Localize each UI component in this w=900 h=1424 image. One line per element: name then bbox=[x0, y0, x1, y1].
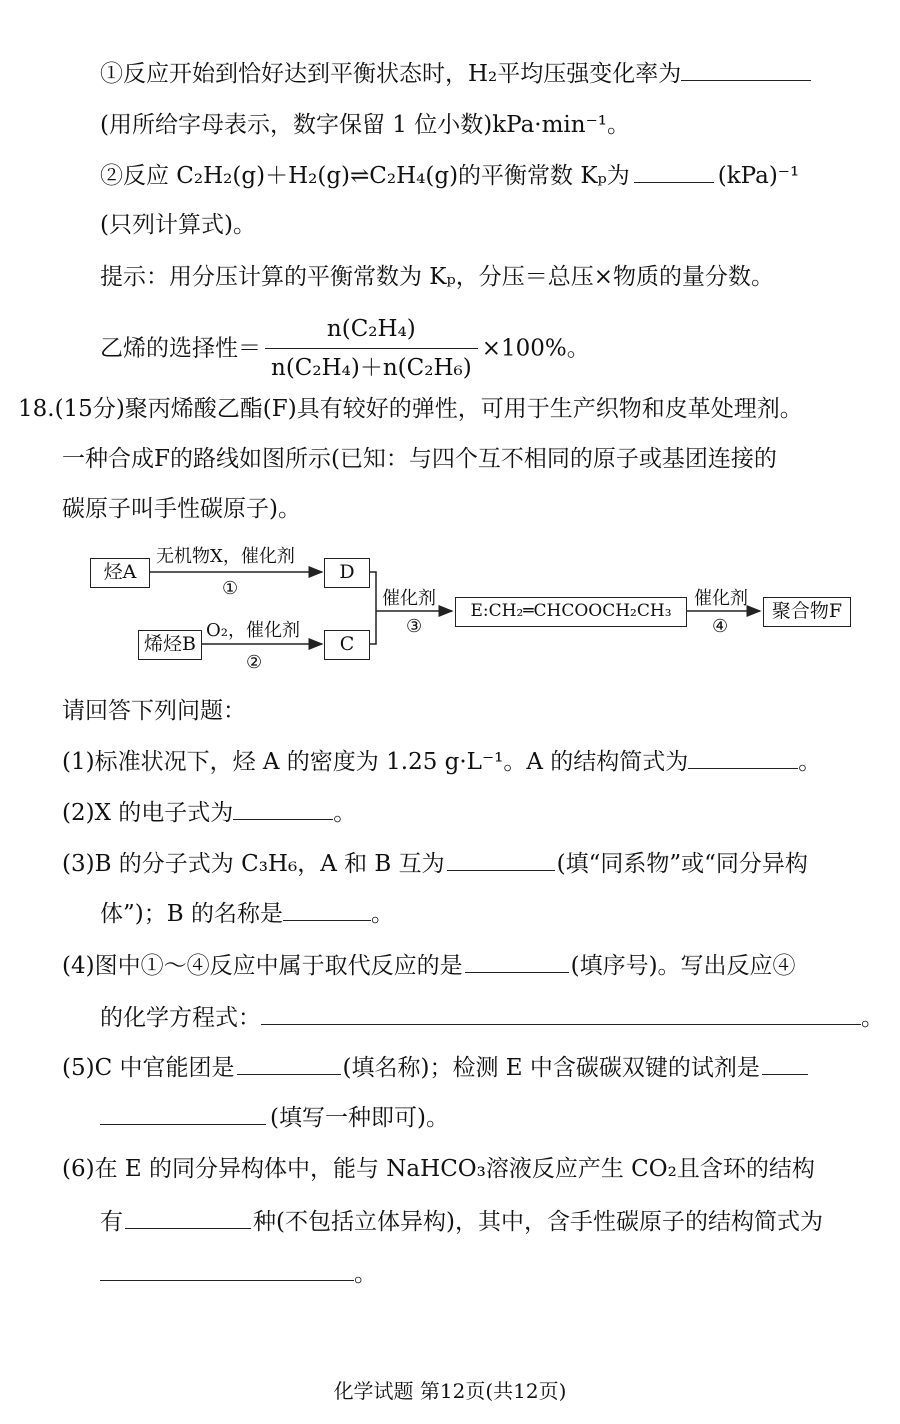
q18-intro-3: 碳原子叫手性碳原子)。 bbox=[62, 496, 301, 522]
box-olefin-b: 烯烃B bbox=[138, 630, 202, 660]
part4-text-a: (4)图中①～④反应中属于取代反应的是 bbox=[62, 953, 463, 979]
selectivity-tail: ×100%。 bbox=[481, 335, 590, 362]
part3-text-b: (填“同系物”或“同分异构 bbox=[556, 851, 808, 877]
part2-text: (2)X 的电子式为 bbox=[62, 800, 234, 826]
q2-text: ②反应 C₂H₂(g)＋H₂(g)⇌C₂H₄(g)的平衡常数 Kₚ为 bbox=[100, 163, 630, 189]
ask-line: 请回答下列问题： bbox=[62, 698, 246, 724]
part4-text-c: 的化学方程式： bbox=[100, 1005, 261, 1031]
part4-answer-blank-1[interactable] bbox=[465, 950, 569, 973]
arrow3-number: ③ bbox=[406, 616, 423, 637]
part6-answer-blank-2[interactable] bbox=[100, 1258, 354, 1281]
merge-bracket bbox=[370, 572, 376, 644]
part2-line: (2)X 的电子式为 。 bbox=[62, 797, 356, 828]
synthesis-route-diagram bbox=[0, 0, 900, 700]
arrow2-conditions: O₂，催化剂 bbox=[206, 620, 300, 641]
arrow4-conditions: 催化剂 bbox=[694, 588, 748, 609]
q1-note: (用所给字母表示，数字保留 1 位小数)kPa·min⁻¹。 bbox=[100, 112, 630, 138]
part4-line-2: 的化学方程式： 。 bbox=[100, 1002, 884, 1033]
part3-answer-blank-1[interactable] bbox=[447, 848, 555, 871]
q18-intro-2: 一种合成F的路线如图所示(已知：与四个互不相同的原子或基团连接的 bbox=[62, 446, 777, 472]
arrow4-number: ④ bbox=[712, 616, 729, 637]
part3-line-2: 体”)；B 的名称是 。 bbox=[100, 898, 394, 929]
part6-text-b: 有 bbox=[100, 1209, 123, 1235]
part5-answer-blank-2b[interactable] bbox=[100, 1102, 266, 1125]
part5-line-2 bbox=[100, 1102, 449, 1133]
q2-note: (只列计算式)。 bbox=[100, 212, 256, 238]
part3-text-c: 体”)；B 的名称是 bbox=[100, 901, 283, 927]
part6-line-2 bbox=[100, 1206, 823, 1237]
part6-line-1: (6)在 E 的同分异构体中，能与 NaHCO₃溶液反应产生 CO₂且含环的结构 bbox=[62, 1156, 815, 1182]
box-polymer-f: 聚合物F bbox=[763, 597, 851, 627]
part1-text: (1)标准状况下，烃 A 的密度为 1.25 g·L⁻¹。A 的结构简式为 bbox=[62, 749, 689, 775]
arrow1-conditions: 无机物X，催化剂 bbox=[156, 546, 295, 567]
part3-text-a: (3)B 的分子式为 C₃H₆，A 和 B 互为 bbox=[62, 851, 445, 877]
arrow3-conditions: 催化剂 bbox=[382, 588, 436, 609]
part4-text-b: (填序号)。写出反应④ bbox=[570, 953, 796, 979]
part6-text-c: 种(不包括立体异构)，其中，含手性碳原子的结构简式为 bbox=[253, 1209, 823, 1235]
arrow2-number: ② bbox=[246, 652, 263, 673]
part5-line-1 bbox=[62, 1052, 808, 1083]
part5-text-c: (填写一种即可)。 bbox=[270, 1105, 449, 1131]
part6-line-3: 。 bbox=[100, 1258, 377, 1289]
part5-answer-blank-2a[interactable] bbox=[762, 1052, 808, 1075]
part4-answer-blank-2[interactable] bbox=[261, 1002, 861, 1025]
q2-unit: (kPa)⁻¹ bbox=[717, 163, 800, 189]
part3-line-1 bbox=[62, 848, 808, 879]
selectivity-denominator: n(C₂H₄)＋n(C₂H₆) bbox=[271, 355, 472, 381]
hint: 提示：用分压计算的平衡常数为 Kₚ，分压＝总压×物质的量分数。 bbox=[100, 264, 774, 290]
page-footer: 化学试题 第12页(共12页) bbox=[333, 1379, 567, 1403]
selectivity-label: 乙烯的选择性＝ bbox=[100, 335, 261, 362]
part4-line-1 bbox=[62, 950, 796, 981]
part5-answer-blank-1[interactable] bbox=[237, 1052, 341, 1075]
part1-line: (1)标准状况下，烃 A 的密度为 1.25 g·L⁻¹。A 的结构简式为 。 bbox=[62, 746, 821, 777]
part1-answer-blank[interactable] bbox=[688, 746, 798, 769]
selectivity-numerator: n(C₂H₄) bbox=[265, 312, 478, 349]
arrow1-number: ① bbox=[222, 578, 239, 599]
part5-text-a: (5)C 中官能团是 bbox=[62, 1055, 235, 1081]
part2-answer-blank[interactable] bbox=[233, 797, 333, 820]
box-hydrocarbon-a: 烃A bbox=[90, 558, 150, 588]
box-c: C bbox=[324, 630, 370, 660]
part3-answer-blank-2[interactable] bbox=[283, 898, 371, 921]
q1-text: ①反应开始到恰好达到平衡状态时，H₂平均压强变化率为 bbox=[100, 61, 682, 87]
q18-intro-1: 18.(15分)聚丙烯酸乙酯(F)具有较好的弹性，可用于生产织物和皮革处理剂。 bbox=[18, 396, 803, 422]
part5-text-b: (填名称)；检测 E 中含碳碳双键的试剂是 bbox=[342, 1055, 760, 1081]
box-d: D bbox=[324, 558, 370, 588]
box-e: E:CH₂═CHCOOCH₂CH₃ bbox=[455, 597, 687, 627]
part6-answer-blank-1[interactable] bbox=[125, 1206, 251, 1229]
